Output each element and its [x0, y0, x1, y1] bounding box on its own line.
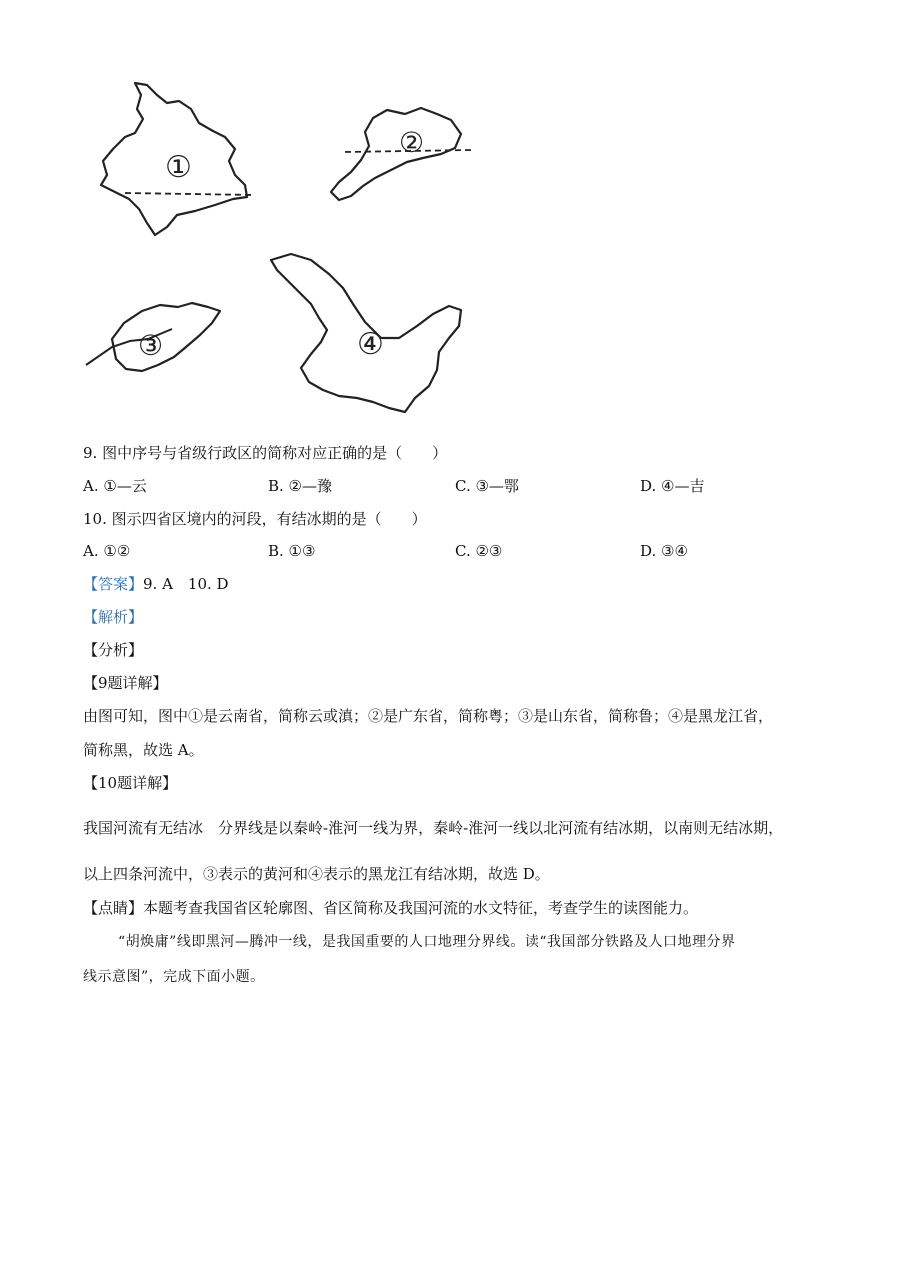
map-label: ②	[399, 126, 425, 159]
fenxi-heading: 【分析】	[83, 641, 144, 659]
comment: 【点睛】本题考查我国省区轮廓图、省区简称及我国河流的水文特征，考查学生的读图能力。	[83, 899, 699, 917]
q9-option-b[interactable]: B. ②—豫	[268, 477, 333, 495]
analysis-tag: 【解析】	[83, 608, 144, 626]
q10-option-b[interactable]: B. ①③	[268, 542, 316, 560]
guangdong-outline-icon	[325, 100, 475, 210]
heilongjiang-outline-icon	[265, 250, 470, 420]
q9-option-a[interactable]: A. ①—云	[83, 477, 147, 495]
map-label: ①	[165, 150, 192, 185]
map-guangdong	[325, 100, 475, 210]
map-heilongjiang	[265, 250, 470, 420]
map-yunnan	[95, 75, 265, 245]
answer-text: 9. A 10. D	[143, 575, 229, 593]
answer-line	[83, 574, 229, 594]
q9-option-c[interactable]: C. ③—鄂	[455, 477, 519, 495]
q9-detail-line1: 由图可知，图中①是云南省，简称云或滇；②是广东省，简称粤；③是山东省，简称鲁；④是黑龙江省，	[83, 707, 774, 725]
q9-detail-title: 【9题详解】	[83, 674, 168, 692]
question-10-stem: 10. 图示四省区境内的河段，有结冰期的是（ ）	[83, 510, 427, 528]
answer-tag: 【答案】	[83, 575, 144, 593]
q10-detail-line1: 我国河流有无结冰 分界线是以秦岭-淮河一线为界，秦岭-淮河一线以北河流有结冰期，以南则无结冰期，	[83, 819, 784, 837]
q10-option-d[interactable]: D. ③④	[640, 542, 688, 560]
intro-line1: “胡焕庸”线即黑河—腾冲一线，是我国重要的人口地理分界线。读“我国部分铁路及人口地理分界	[118, 934, 736, 950]
question-9-stem: 9. 图中序号与省级行政区的简称对应正确的是（ ）	[83, 444, 448, 462]
map-label: ④	[357, 327, 384, 362]
map-label: ③	[138, 329, 164, 362]
q9-detail-line2: 简称黑，故选 A。	[83, 741, 204, 759]
q9-option-d[interactable]: D. ④—吉	[640, 477, 705, 495]
map-shandong	[82, 295, 227, 380]
q10-detail-title: 【10题详解】	[83, 774, 178, 792]
intro-line2: 线示意图”，完成下面小题。	[83, 969, 265, 985]
q10-option-c[interactable]: C. ②③	[455, 542, 503, 560]
q10-detail-line2: 以上四条河流中，③表示的黄河和④表示的黑龙江有结冰期，故选 D。	[83, 865, 550, 883]
yunnan-outline-icon	[95, 75, 265, 245]
q10-option-a[interactable]: A. ①②	[83, 542, 131, 560]
shandong-outline-icon	[82, 295, 227, 380]
